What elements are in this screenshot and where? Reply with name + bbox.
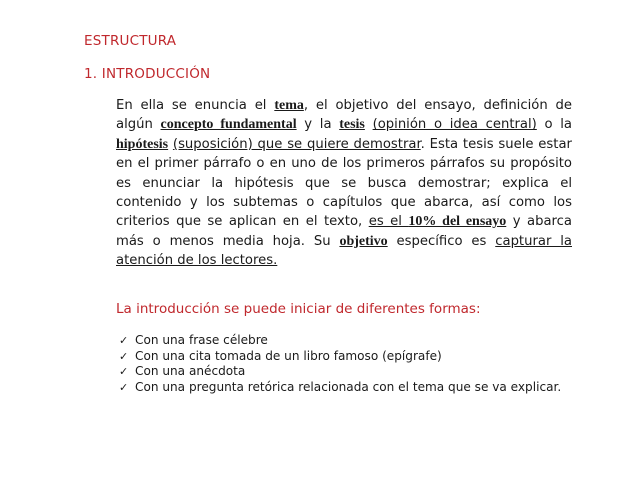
intro-forms-title: La introducción se puede iniciar de diferentes formas:: [116, 301, 481, 317]
keyword-10-del-ensayo: 10% del ensayo: [408, 214, 507, 230]
keyword-tesis: tesis: [339, 117, 365, 133]
forms-list: [119, 333, 569, 395]
paragraph-text: , el objetivo del ensayo, definición de algún: [116, 98, 572, 133]
paragraph-text: específico es: [387, 233, 496, 249]
list-item: [119, 333, 569, 349]
underlined-text: capturar la atención de los lectores.: [116, 233, 572, 269]
paragraph-text: . Esta tesis suele estar en el primer párrafo o en uno de los primeros párrafos su propósito es enunciar la hipótesis que se busca demostrar; explica el contenido y los subtemas o capítulos que abarca, así como los criterios que se aplican en el texto,: [116, 136, 572, 230]
checkmark-icon: ✓: [119, 334, 129, 347]
keyword-concepto-fundamental: concepto fundamental: [160, 117, 297, 133]
list-item: [119, 380, 569, 396]
list-item: [119, 349, 569, 365]
paragraph-text: En ella se enuncia el: [116, 98, 275, 113]
list-item-text: Con una anécdota: [135, 364, 246, 379]
keyword-hipotesis: hipótesis: [116, 136, 169, 152]
underlined-text: es el: [368, 214, 409, 230]
list-item-text: Con una pregunta retórica relacionada con el tema que se va explicar.: [135, 379, 562, 394]
slide-heading: ESTRUCTURA: [84, 33, 177, 49]
underlined-text: (suposición) que se quiere demostrar: [172, 136, 421, 152]
list-item: [119, 364, 569, 380]
paragraph-text: [365, 117, 373, 132]
section-title: 1. INTRODUCCIÓN: [84, 66, 211, 82]
paragraph-text: y la: [296, 117, 340, 133]
keyword-objetivo: objetivo: [339, 233, 388, 249]
introduction-paragraph: [116, 96, 572, 271]
paragraph-text: y abarca más o menos media hoja. Su: [116, 214, 572, 249]
paragraph-text: o la: [536, 117, 572, 133]
list-item-text: Con una frase célebre: [135, 333, 268, 347]
checkmark-icon: ✓: [119, 365, 129, 379]
underlined-text: (opinión o idea central): [372, 117, 537, 133]
checkmark-icon: ✓: [119, 380, 129, 394]
list-item-text: Con una cita tomada de un libro famoso (epígrafe): [135, 348, 442, 363]
keyword-tema: tema: [274, 98, 304, 113]
checkmark-icon: ✓: [119, 349, 129, 363]
